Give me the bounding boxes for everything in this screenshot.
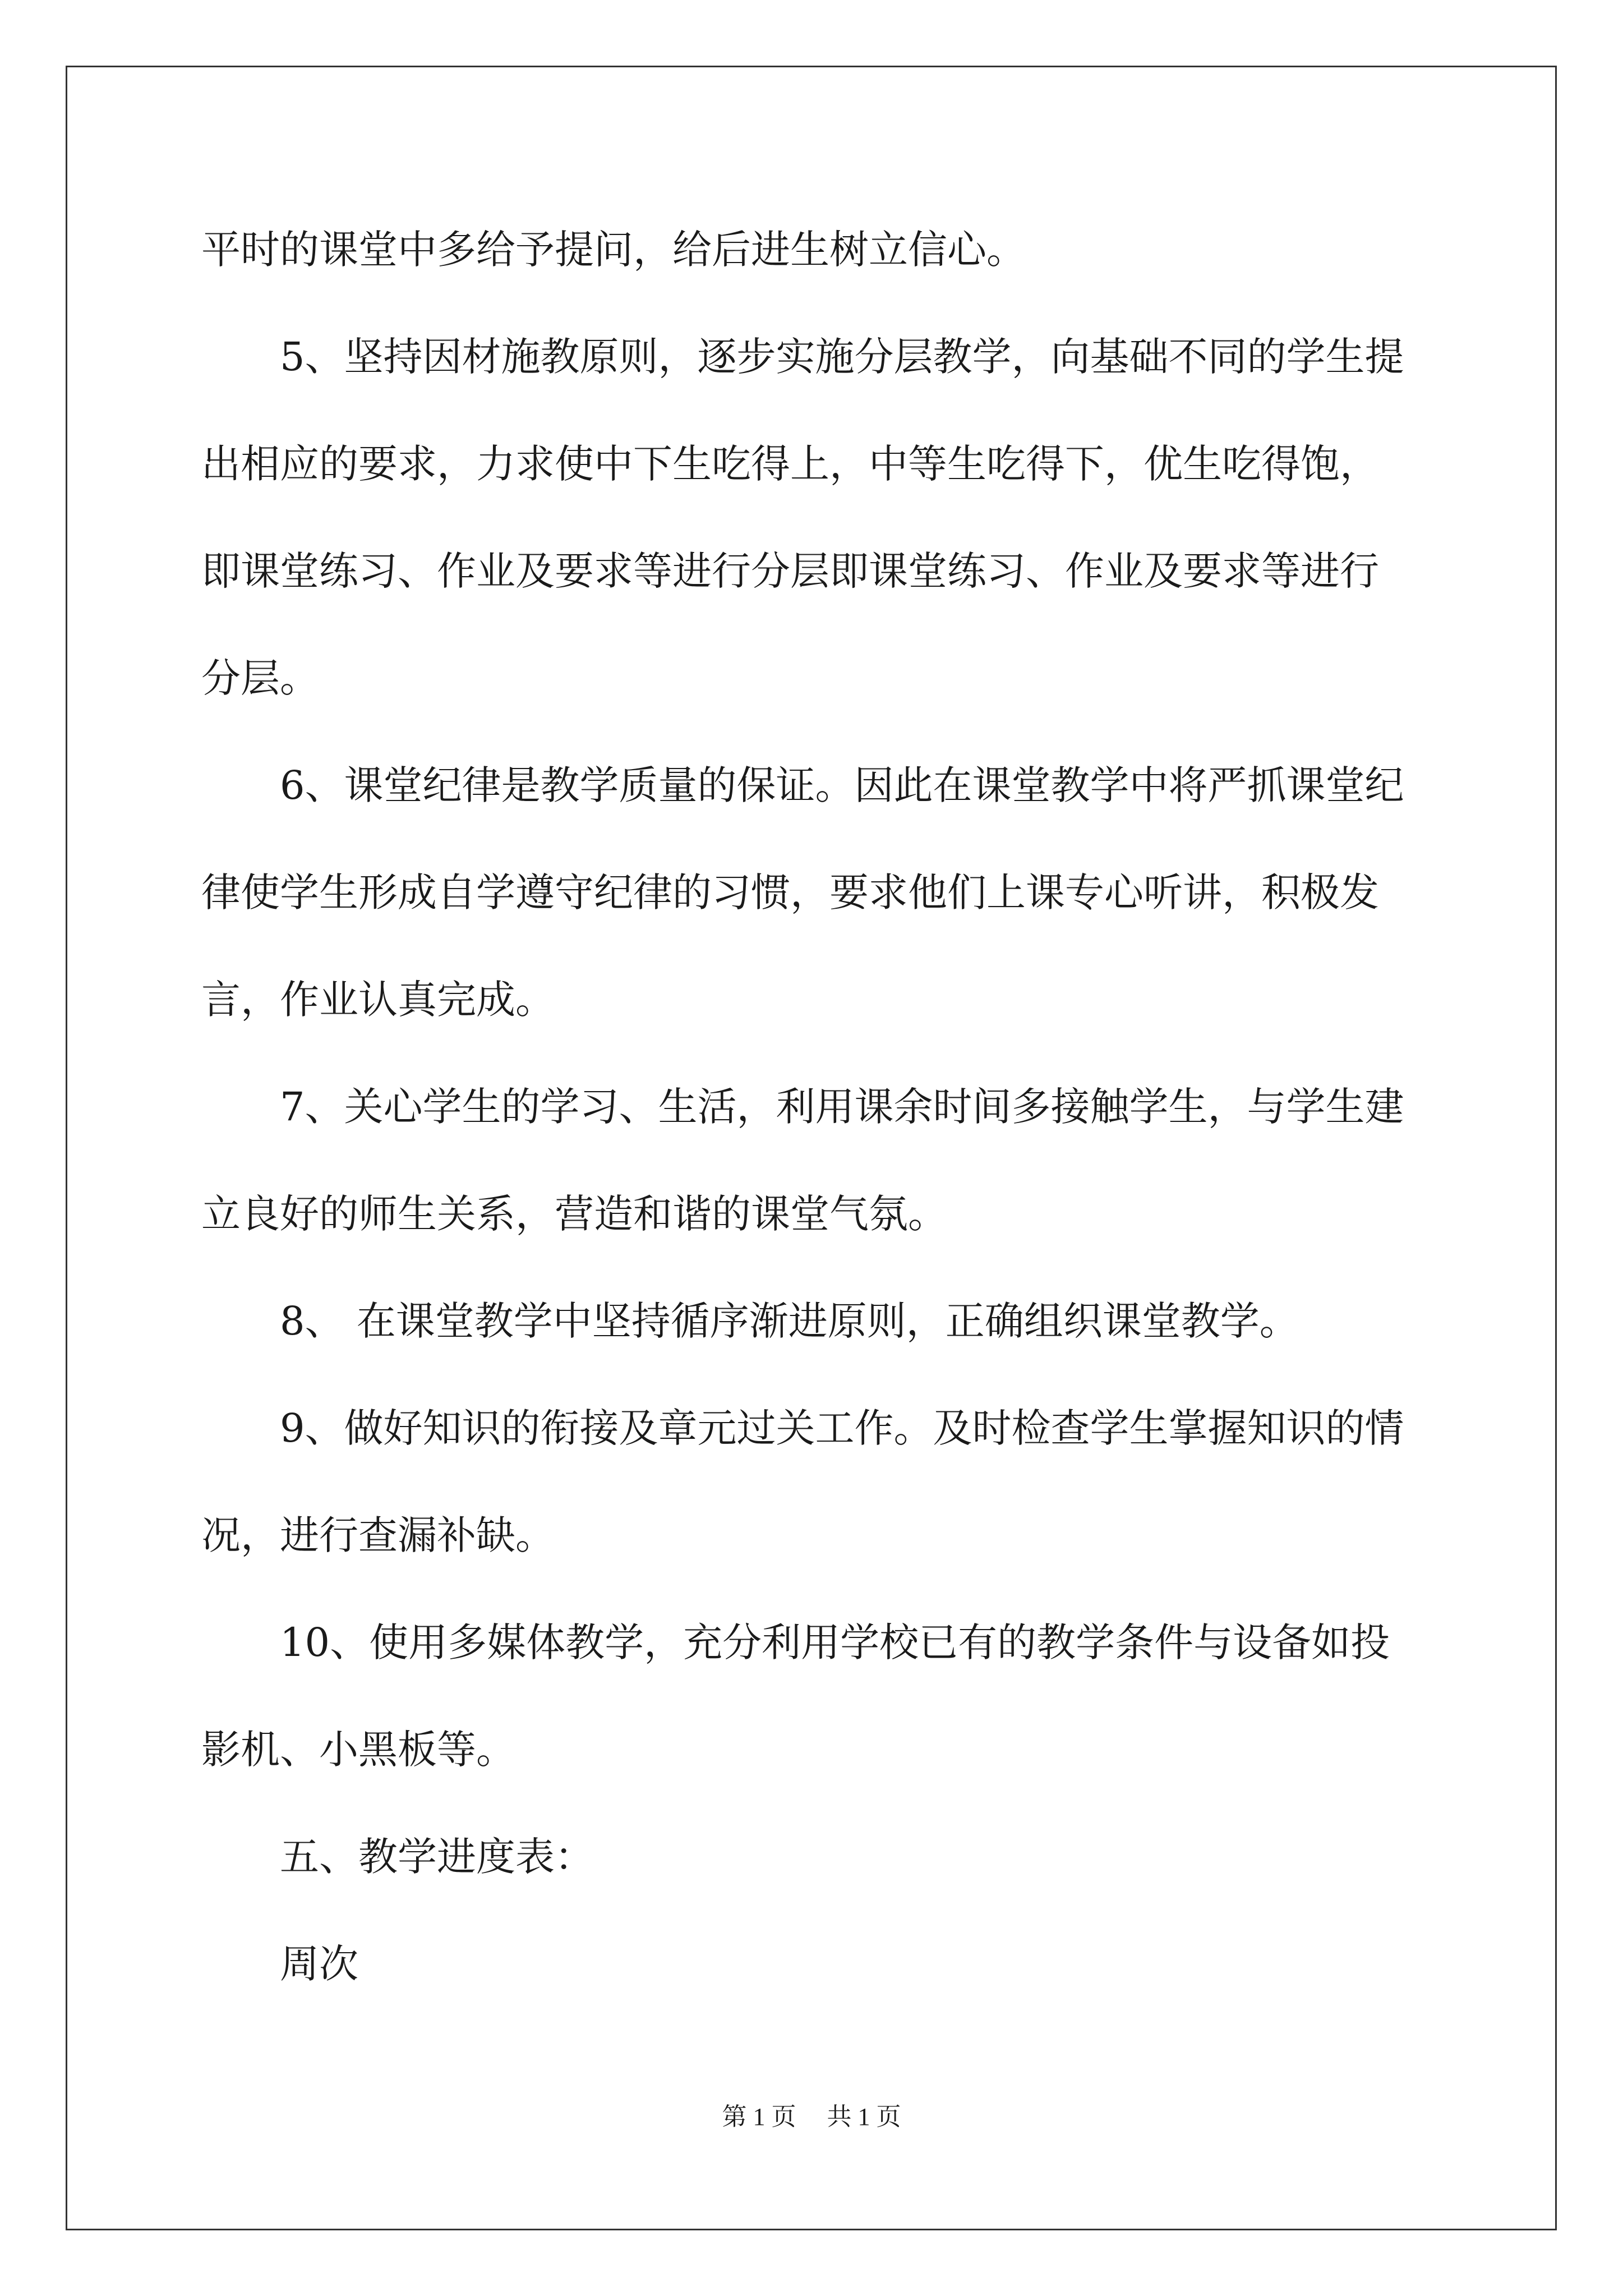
text-line: 7、关心学生的学习、生活，利用课余时间多接触学生，与学生建 (280, 1084, 1404, 1130)
section-heading: 五、教学进度表： (280, 1834, 594, 1880)
text-line: 况，进行查漏补缺。 (201, 1512, 555, 1558)
text-line: 9、做好知识的衔接及章元过关工作。及时检查学生掌握知识的情 (280, 1405, 1404, 1451)
text-line: 5、坚持因材施教原则，逐步实施分层教学，向基础不同的学生提 (280, 334, 1404, 380)
text-line: 平时的课堂中多给予提问，给后进生树立信心。 (201, 227, 1026, 273)
text-line: 周次 (280, 1941, 358, 1987)
text-line: 8、 在课堂教学中坚持循序渐进原则，正确组织课堂教学。 (280, 1298, 1299, 1344)
text-line: 立良好的师生关系，营造和谐的课堂气氛。 (201, 1191, 947, 1237)
text-line: 律使学生形成自学遵守纪律的习惯，要求他们上课专心听讲，积极发 (201, 869, 1379, 915)
page-border (66, 66, 1557, 2230)
text-line: 影机、小黑板等。 (201, 1727, 515, 1773)
text-line: 言，作业认真完成。 (201, 977, 555, 1023)
text-line: 即课堂练习、作业及要求等进行分层即课堂练习、作业及要求等进行 (201, 548, 1379, 594)
text-line: 6、课堂纪律是教学质量的保证。因此在课堂教学中将严抓课堂纪 (280, 762, 1404, 808)
text-line: 出相应的要求，力求使中下生吃得上，中等生吃得下，优生吃得饱， (201, 441, 1379, 487)
page-footer: 第 1 页 共 1 页 (722, 2103, 901, 2131)
text-line: 10、使用多媒体教学，充分利用学校已有的教学条件与设备如投 (280, 1619, 1390, 1665)
text-line: 分层。 (201, 655, 319, 701)
